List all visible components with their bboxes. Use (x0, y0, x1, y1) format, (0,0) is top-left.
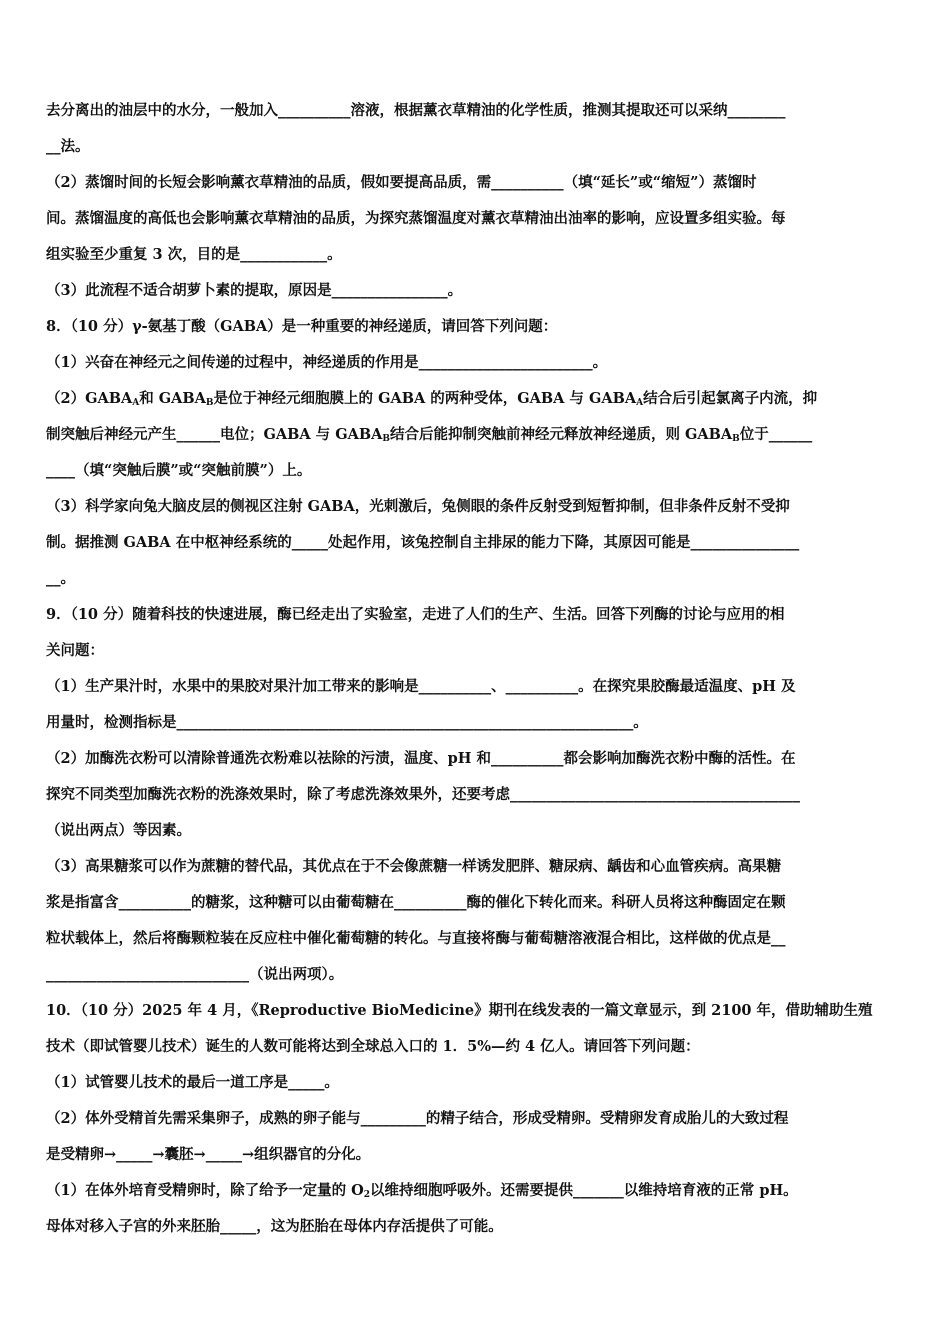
text-run: 8．（10 分）γ-氨基丁酸（GABA）是一种重要的神经递质，请回答下列问题： (46, 318, 558, 335)
text-line (46, 1173, 906, 1209)
text-line (46, 309, 906, 345)
text-run: 粒状载体上，然后将酶颗粒装在反应柱中催化葡萄糖的转化。与直接将酶与葡萄糖溶液混合相比，这样做的优点是__ (46, 930, 786, 947)
text-line (46, 597, 906, 633)
text-run: 是位于神经元细胞膜上的 GABA 的两种受体，GABA 与 GABA (213, 390, 637, 407)
text-line (46, 777, 906, 813)
text-line (46, 993, 906, 1029)
text-line (46, 417, 906, 453)
text-line (46, 453, 906, 489)
text-run: 关问题： (46, 642, 104, 659)
text-run: 组实验至少重复 3 次，目的是____________。 (46, 246, 342, 263)
text-run: （2）蒸馏时间的长短会影响薰衣草精油的品质，假如要提高品质，需__________（填“延长”或“缩短”）蒸馏时 (46, 174, 757, 191)
text-line (46, 273, 906, 309)
subscript: B (205, 398, 214, 408)
text-run: （2）体外受精首先需采集卵子，成熟的卵子能与_________的精子结合，形成受精卵。受精卵发育成胎儿的大致过程 (46, 1110, 789, 1127)
text-run: （1）试管婴儿技术的最后一道工序是_____。 (46, 1074, 339, 1091)
text-run: （2）GABA (46, 390, 133, 407)
text-run: （2）加酶洗衣粉可以清除普通洗衣粉难以祛除的污渍，温度、pH 和__________都会影响加酶洗衣粉中酶的活性。在 (46, 750, 796, 767)
text-line (46, 165, 906, 201)
text-line (46, 669, 906, 705)
text-line (46, 1209, 906, 1245)
text-run: （3）此流程不适合胡萝卜素的提取，原因是________________。 (46, 282, 463, 299)
subscript: B (382, 434, 390, 444)
text-line (46, 921, 906, 957)
text-run: 10．（10 分）2025 年 4 月，《Reproductive BioMedicine》期刊在线发表的一篇文章显示，到 2100 年，借助辅助生殖 (46, 1002, 873, 1019)
text-run: （3）高果糖浆可以作为蔗糖的替代品，其优点在于不会像蔗糖一样诱发肥胖、糖尿病、龋齿和心血管疾病。高果糖 (46, 858, 782, 875)
text-run: 制。据推测 GABA 在中枢神经系统的_____处起作用，该兔控制自主排尿的能力下降，其原因可能是_______________ (46, 534, 800, 551)
text-run: 以维持细胞呼吸外。还需要提供_______以维持培育液的正常 pH。 (370, 1182, 798, 1199)
text-run: __法。 (46, 138, 90, 155)
text-line (46, 957, 906, 993)
text-line (46, 741, 906, 777)
text-run: 探究不同类型加酶洗衣粉的洗涤效果时，除了考虑洗涤效果外，还要考虑________________________________________ (46, 786, 800, 803)
text-run: （1）在体外培育受精卵时，除了给予一定量的 O (46, 1182, 364, 1199)
subscript: 2 (363, 1190, 371, 1200)
text-run: （1）生产果汁时，水果中的果胶对果汁加工带来的影响是__________、__________。在探究果胶酶最适温度、pH 及 (46, 678, 796, 695)
subscript: A (636, 398, 644, 408)
text-run: 技术（即试管婴儿技术）诞生的人数可能将达到全球总入口的 1．5%—约 4 亿人。请回答下列问题： (46, 1038, 700, 1055)
text-line (46, 525, 906, 561)
text-run: 制突触后神经元产生______电位；GABA 与 GABA (46, 426, 383, 443)
document-page (46, 93, 906, 1245)
text-run: （1）兴奋在神经元之间传递的过程中，神经递质的作用是________________________。 (46, 354, 608, 371)
text-line (46, 345, 906, 381)
text-run: 间。蒸馏温度的高低也会影响薰衣草精油的品质，为探究蒸馏温度对薰衣草精油出油率的影响，应设置多组实验。每 (46, 210, 786, 227)
text-line (46, 381, 906, 417)
text-run: 和 GABA (139, 390, 206, 407)
text-line (46, 93, 906, 129)
text-line (46, 1029, 906, 1065)
text-run: （说出两点）等因素。 (46, 822, 191, 839)
text-line (46, 1065, 906, 1101)
text-run: 母体对移入子宫的外来胚胎_____，这为胚胎在母体内存活提供了可能。 (46, 1218, 503, 1235)
text-line (46, 129, 906, 165)
text-run: 去分离出的油层中的水分，一般加入__________溶液，根据薰衣草精油的化学性质，推测其提取还可以采纳________ (46, 102, 786, 119)
text-line (46, 1101, 906, 1137)
text-line (46, 561, 906, 597)
text-run: 9．（10 分）随着科技的快速进展，酶已经走出了实验室，走进了人们的生产、生活。回答下列酶的讨论与应用的相 (46, 606, 785, 623)
text-run: ____（填“突触后膜”或“突触前膜”）上。 (46, 462, 312, 479)
text-run: ____________________________（说出两项）。 (46, 966, 344, 983)
text-line (46, 813, 906, 849)
text-run: __。 (46, 570, 75, 587)
text-line (46, 633, 906, 669)
text-run: （3）科学家向兔大脑皮层的侧视区注射 GABA，光刺激后，兔侧眼的条件反射受到短暂抑制，但非条件反射不受抑 (46, 498, 790, 515)
text-line (46, 237, 906, 273)
text-line (46, 885, 906, 921)
text-run: 浆是指富含__________的糖浆，这种糖可以由葡萄糖在__________酶的催化下转化而来。科研人员将这种酶固定在颗 (46, 894, 786, 911)
text-line (46, 1137, 906, 1173)
text-run: 是受精卵→_____→囊胚→_____→组织器官的分化。 (46, 1146, 371, 1163)
text-run: 用量时，检测指标是_______________________________________________________________。 (46, 714, 648, 731)
subscript: A (132, 398, 140, 408)
text-run: 结合后能抑制突触前神经元释放神经递质，则 GABA (389, 426, 733, 443)
subscript: B (732, 434, 740, 444)
text-line (46, 489, 906, 525)
text-line (46, 705, 906, 741)
text-line (46, 201, 906, 237)
text-line (46, 849, 906, 885)
text-run: 结合后引起氯离子内流，抑 (643, 390, 818, 407)
text-run: 位于______ (739, 426, 813, 443)
